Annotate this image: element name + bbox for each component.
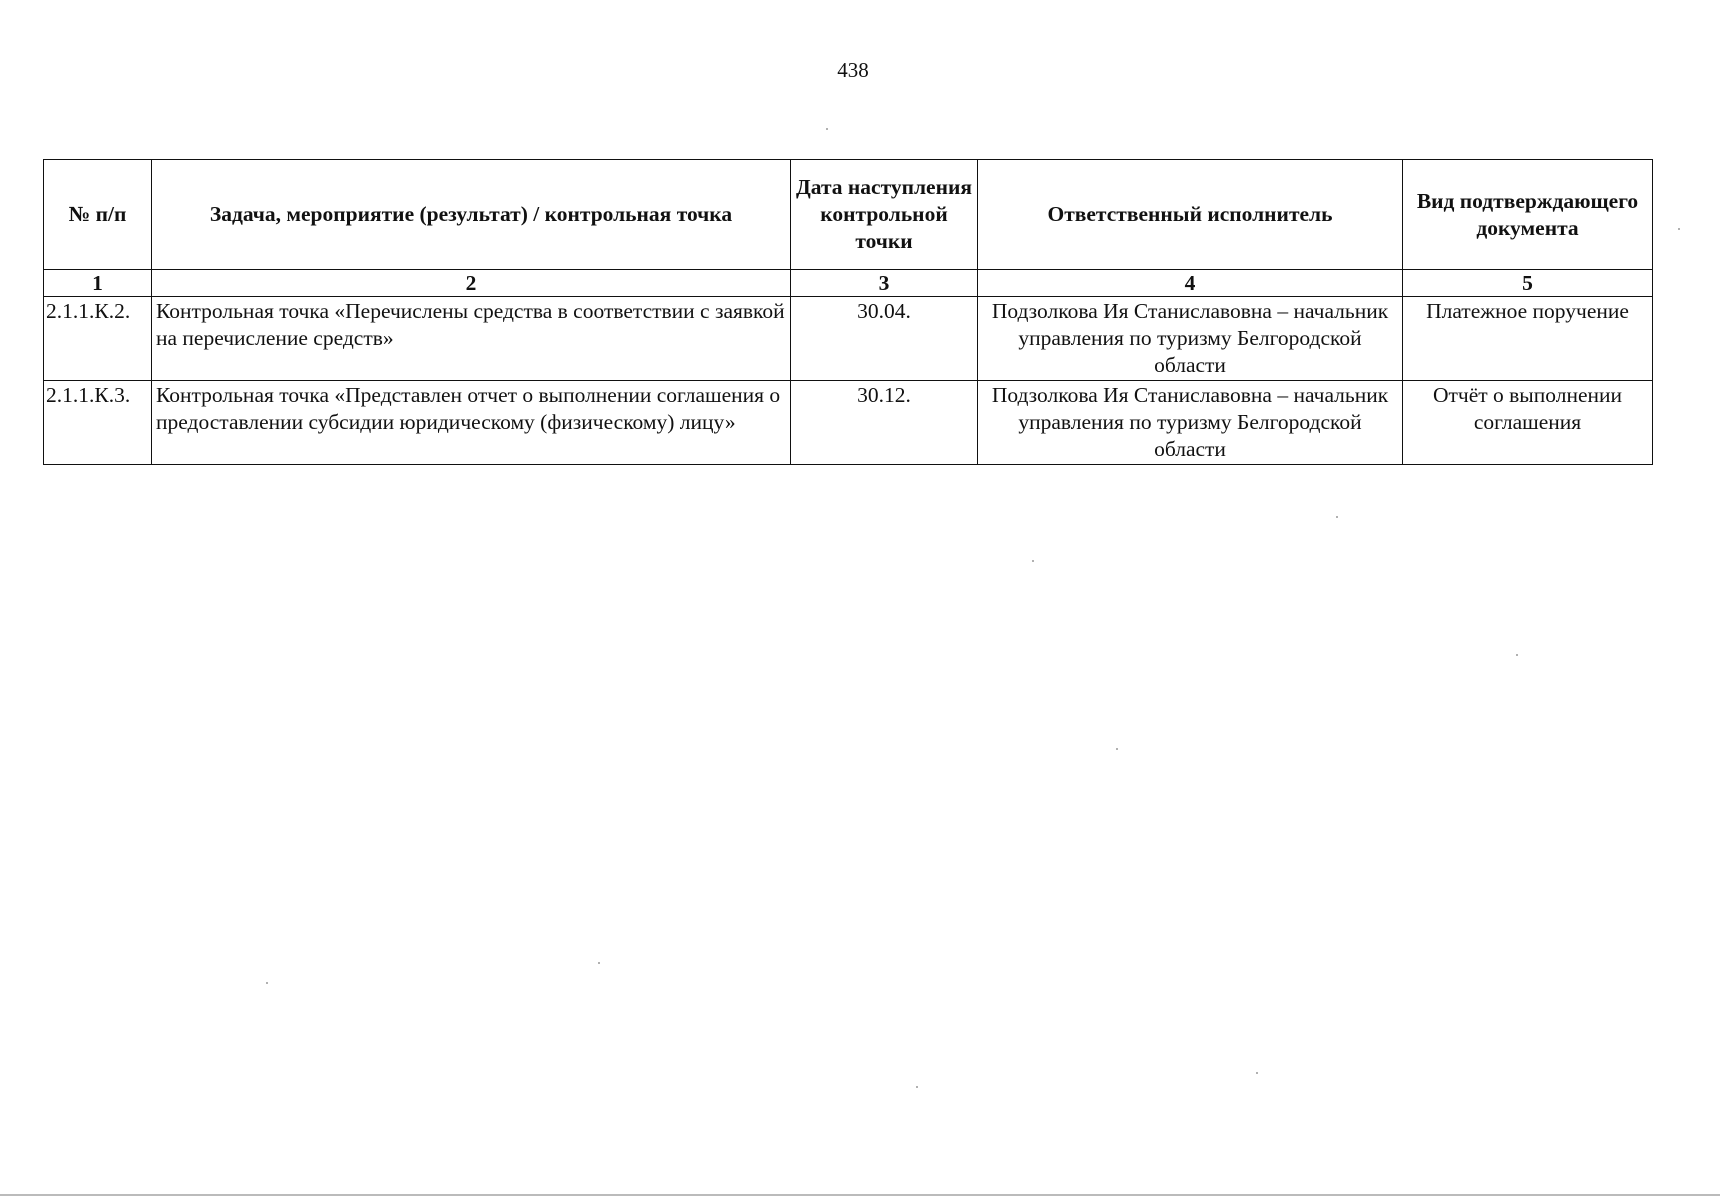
row-executor: Подзолкова Ия Станиславовна – начальник управления по туризму Белгородской области: [978, 381, 1403, 465]
row-document: Платежное поручение: [1403, 297, 1653, 381]
scan-speck: [1256, 1072, 1258, 1074]
row-number: 2.1.1.К.3.: [44, 381, 152, 465]
scan-speck: [266, 982, 268, 984]
scan-speck: [1516, 654, 1518, 656]
scan-speck: [1116, 748, 1118, 750]
row-date: 30.04.: [791, 297, 978, 381]
page-number: 438: [837, 58, 869, 82]
row-executor: Подзолкова Ия Станиславовна – начальник управления по туризму Белгородской области: [978, 297, 1403, 381]
header-number: № п/п: [44, 160, 152, 270]
column-number: 2: [152, 270, 791, 297]
control-points-table: [43, 159, 1653, 465]
header-date: Дата наступления контрольной точки: [791, 160, 978, 270]
table-row: [44, 381, 1653, 465]
header-row: [44, 160, 1653, 270]
column-number: 4: [978, 270, 1403, 297]
row-task: Контрольная точка «Перечислены средства в соответствии с заявкой на перечисление средств»: [152, 297, 791, 381]
column-number: 1: [44, 270, 152, 297]
header-executor: Ответственный исполнитель: [978, 160, 1403, 270]
table-row: [44, 297, 1653, 381]
header-task: Задача, мероприятие (результат) / контрольная точка: [152, 160, 791, 270]
scan-speck: [1336, 516, 1338, 518]
scan-speck: [826, 128, 828, 130]
row-document: Отчёт о выполнении соглашения: [1403, 381, 1653, 465]
scan-speck: [916, 1086, 918, 1088]
scan-speck: [1032, 560, 1034, 562]
row-number: 2.1.1.К.2.: [44, 297, 152, 381]
scan-speck: [1678, 228, 1680, 230]
column-number: 5: [1403, 270, 1653, 297]
column-number: 3: [791, 270, 978, 297]
header-document: Вид подтверждающего документа: [1403, 160, 1653, 270]
scan-edge-line: [0, 1194, 1720, 1196]
row-task: Контрольная точка «Представлен отчет о выполнении соглашения о предоставлении субсидии юридическому (физическому) лицу»: [152, 381, 791, 465]
column-number-row: [44, 270, 1653, 297]
scan-speck: [598, 962, 600, 964]
row-date: 30.12.: [791, 381, 978, 465]
